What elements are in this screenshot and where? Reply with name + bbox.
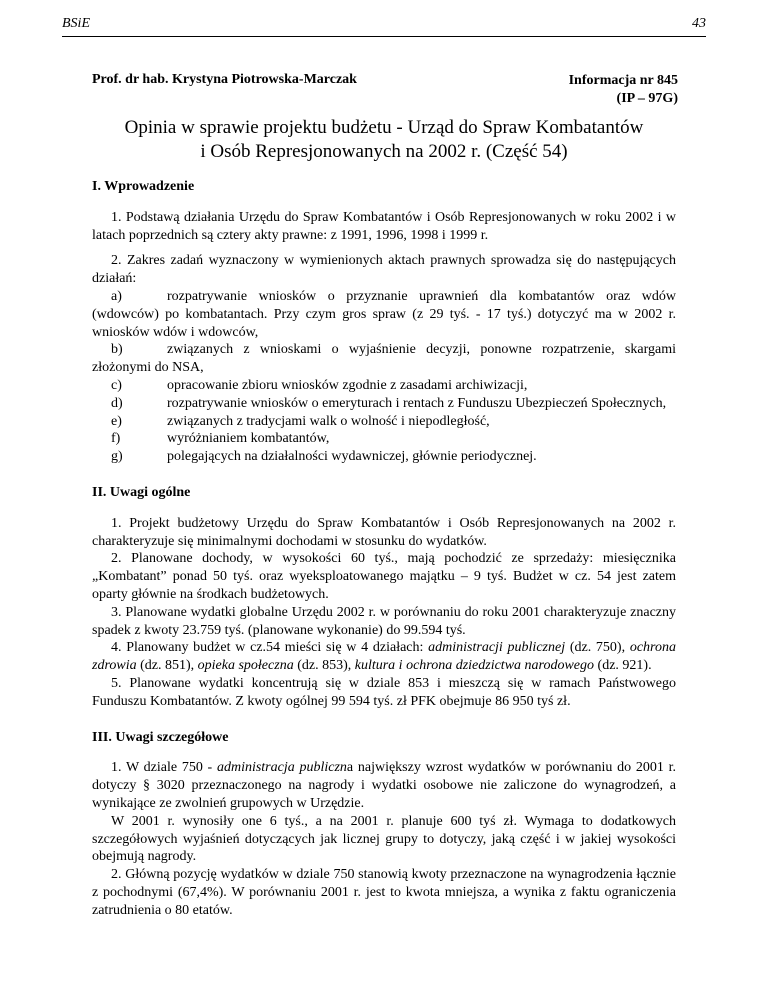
italic-term: administracja publiczn <box>216 760 347 776</box>
list-item-text: polegających na działalności wydawniczej, głównie periodycznej. <box>167 449 537 465</box>
italic-term: opieka społeczna <box>197 658 294 674</box>
document-body <box>92 178 676 919</box>
title-line-2: i Osób Represjonowanych na 2002 r. (Część 54) <box>200 141 568 162</box>
text-run: (dz. 921). <box>594 658 652 674</box>
paragraph <box>92 639 676 675</box>
list-item-text: związanych z tradycjami walk o wolność i niepodległość, <box>167 413 490 429</box>
text-run: 4. Planowany budżet w cz.54 mieści się w 4 działach: <box>111 640 429 656</box>
info-line-1: Informacja nr 845 <box>568 73 678 88</box>
italic-term: kultura i ochrona dziedzictwa narodowego <box>354 658 595 674</box>
list-item <box>92 377 676 395</box>
author-info-line <box>92 72 678 112</box>
section-heading-3: III. Uwagi szczegółowe <box>92 729 229 745</box>
italic-term: ochrona zdrowia <box>92 640 676 674</box>
list-item-text: wyróżnianiem kombatantów, <box>167 431 330 447</box>
list-item-text: opracowanie zbioru wniosków zgodnie z zasadami archiwizacji, <box>167 377 528 393</box>
paragraph: 1. Podstawą działania Urzędu do Spraw Kombatantów i Osób Represjonowanych w roku 2002 i w latach poprzednich są cztery akty prawne: z 1991, 1996, 1998 i 1999 r. <box>92 209 676 243</box>
paragraph: W 2001 r. wynosiły one 6 tyś., a na 2001 r. planuje 600 tyś zł. Wymaga to dodatkowych szczegółowych wyjaśnień dotyczących jak licznej grupy to dotyczy, jaką część i w jakiej wysokości obejmują nagrody. <box>92 813 676 865</box>
text-run: a największy wzrost wydatków w porównaniu do 2001 r. dotyczy § 3020 przeznaczonego na nagrody i wydatki osobowe nie zaliczone do wynagrodzeń, a wynikające ze zwolnień grupowych w Urzędzie. <box>92 760 676 811</box>
list-item <box>92 413 676 431</box>
info-number <box>569 72 678 108</box>
list-item-text: związanych z wnioskami o wyjaśnienie decyzji, ponowne rozpatrzenie, skargami złożonymi do NSA, <box>92 342 676 376</box>
list-item <box>92 341 676 377</box>
paragraph <box>92 759 676 812</box>
paragraph: 2. Planowane dochody, w wysokości 60 tyś., mają pochodzić ze sprzedaży: miesięcznika „Kombatant” ponad 50 tyś. oraz wyeksploatowanego majątku – 9 tyś. Budżet w cz. 54 jest zatem oparty głównie na środkach budżetowych. <box>92 551 676 602</box>
list-marker: d) <box>111 395 123 411</box>
list-item <box>92 288 676 341</box>
author-name: Prof. dr hab. Krystyna Piotrowska-Marczak <box>92 72 357 87</box>
text-run: (dz. 750), <box>565 640 630 656</box>
list-marker: c) <box>111 377 122 393</box>
page-number: 43 <box>692 16 706 31</box>
list-item-text: rozpatrywanie wniosków o emeryturach i rentach z Funduszu Ubezpieczeń Społecznych, <box>167 395 667 411</box>
list-item-text: rozpatrywanie wniosków o przyznanie uprawnień dla kombatantów oraz wdów (wdowców) po kombatantach. Przy czym gros spraw (z 29 tyś. - 17 tyś.) dotyczyć ma w 2002 r. wniosków wdów i wdowców, <box>92 288 676 340</box>
list-item <box>92 395 676 413</box>
list-marker: g) <box>111 449 123 465</box>
journal-name: BSiE <box>62 16 90 31</box>
text-run: (dz. 851), <box>136 658 198 674</box>
running-header <box>62 12 706 37</box>
paragraph: 1. Projekt budżetowy Urzędu do Spraw Kombatantów i Osób Represjonowanych na 2002 r. charakteryzuje się minimalnymi dochodami w stosunku do wydatków. <box>92 515 676 549</box>
list-marker: a) <box>111 288 122 304</box>
list-item <box>92 430 676 448</box>
paragraph: 5. Planowane wydatki koncentrują się w dziale 853 i mieszczą się w ramach Państwowego Funduszu Kombatantów. Z kwoty ogólnej 99 594 tyś. zł PFK obejmuje 86 950 tyś zł. <box>92 675 676 709</box>
italic-term: administracji publicznej <box>428 640 566 656</box>
document-title <box>60 116 708 164</box>
list-marker: e) <box>111 413 122 429</box>
text-run: (dz. 853), <box>293 658 355 674</box>
list-marker: f) <box>111 431 121 447</box>
text-run: 1. W dziale 750 - <box>111 760 217 776</box>
section-heading-1: I. Wprowadzenie <box>92 179 195 194</box>
list-marker: b) <box>111 342 123 358</box>
info-line-2: (IP – 97G) <box>616 91 678 106</box>
paragraph: 3. Planowane wydatki globalne Urzędu 2002 r. w porównaniu do roku 2001 charakteryzuje znaczny spadek z kwoty 23.759 tyś. (planowane wykonanie) do 99.594 tyś. <box>92 604 676 638</box>
title-line-1: Opinia w sprawie projektu budżetu - Urząd do Spraw Kombatantów <box>124 117 644 138</box>
list-item <box>92 448 676 466</box>
paragraph: 2. Główną pozycję wydatków w dziale 750 stanowią kwoty przeznaczone na wynagrodzenia łącznie z pochodnymi (67,4%). W porównaniu 2001 r. jest to kwota mniejsza, a wynika z faktu ograniczenia zatrudnienia o 80 etatów. <box>92 867 676 918</box>
section-heading-2: II. Uwagi ogólne <box>92 484 191 500</box>
paragraph: 2. Zakres zadań wyznaczony w wymienionych aktach prawnych sprowadza się do następujących działań: <box>92 253 676 287</box>
